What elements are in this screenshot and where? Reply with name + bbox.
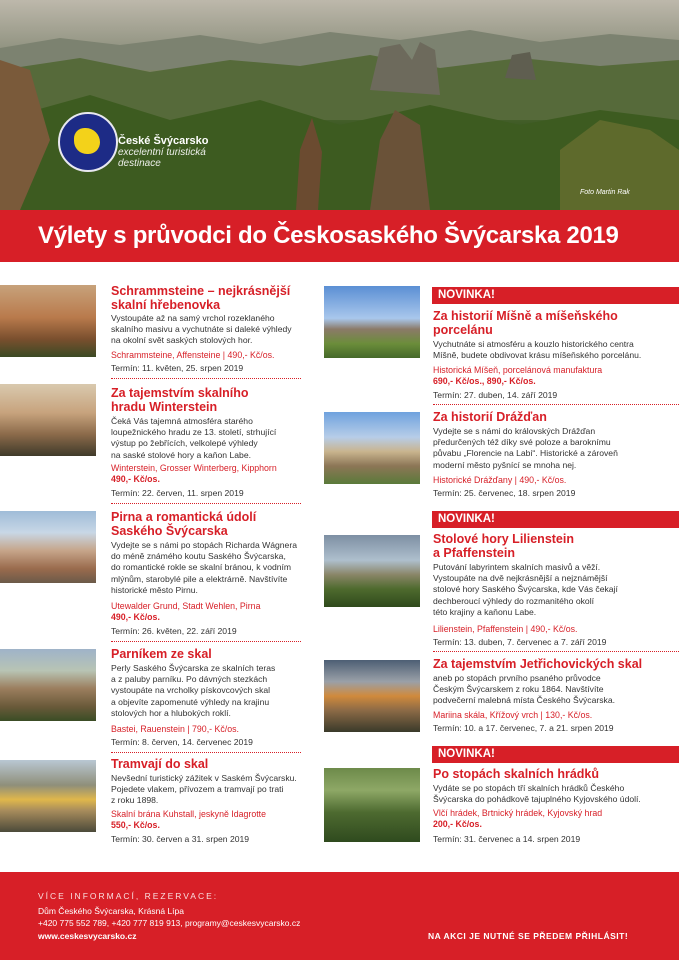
map-icon bbox=[74, 128, 100, 154]
trip-description: Vydejte se s námi po stopách Richarda Wágnera do méně známého koutu Saského Švýcarska, do romantické rokle se skalní bránou, k vodním mlýnům, starobylé pile a elektrárně. Navštívíte historické město Pirnu. bbox=[111, 540, 297, 595]
trip-title: Pirna a romantická údolí Saského Švýcarska bbox=[111, 510, 257, 538]
novinka-badge: NOVINKA! bbox=[432, 511, 679, 528]
trip-dates: Termín: 8. červen, 14. červenec 2019 bbox=[111, 737, 253, 747]
trip-dates: Termín: 26. květen, 22. září 2019 bbox=[111, 626, 237, 636]
footer-notice: NA AKCI JE NUTNÉ SE PŘEDEM PŘIHLÁSIT! bbox=[428, 931, 629, 941]
trip-photo-bastei bbox=[0, 649, 96, 721]
trip-location-price: Lilienstein, Pfaffenstein | 490,- Kč/os. bbox=[433, 624, 578, 634]
trip-description: Vydejte se s námi do královských Drážďan předurčených též díky své poloze a baroknímu půvabu „Florencie na Labi“. Historické a zároveň moderní město pyšnící se mnoha nej. bbox=[433, 426, 618, 470]
trip-dates: Termín: 22. červen, 11. srpen 2019 bbox=[111, 488, 244, 498]
trip-title: Za tajemstvím Jetřichovických skal bbox=[433, 657, 643, 671]
separator bbox=[433, 651, 679, 652]
trip-description: Putování labyrintem skalních masivů a věží. Vystoupáte na dvě nejkrásnější a nejznámější stolové hory Saského Švýcarska, kde Vás čekají dechberoucí výhledy do rozmanitého okolí této krajiny a kaňonu Labe. bbox=[433, 562, 618, 617]
separator bbox=[111, 641, 301, 642]
trip-photo-jetrichovice bbox=[324, 660, 420, 732]
trip-location-price: Mariina skála, Křížový vrch | 130,- Kč/os. bbox=[433, 710, 593, 720]
trip-photo-tram bbox=[0, 760, 96, 832]
page-title: Výlety s průvodci do Českosaského Švýcarska 2019 bbox=[38, 222, 619, 249]
trip-location: Skalní brána Kuhstall, jeskyně Idagrotte 550,- Kč/os. bbox=[111, 809, 267, 830]
trip-dates: Termín: 11. květen, 25. srpen 2019 bbox=[111, 363, 244, 373]
trip-description: Perly Saského Švýcarska ze skalních teras a z paluby parníku. Po dávných stezkách vystoupáte na vrcholky pískovcových skal a objevíte zapomenuté výhledy na krajinu stolových hor a hlubokých roklí. bbox=[111, 663, 276, 718]
trip-description: Vystoupáte až na samý vrchol rozeklaného skalního masivu a vychutnáte si daleké výhledy na okolní svět saských stolových hor. bbox=[111, 313, 292, 346]
footer bbox=[0, 872, 679, 960]
trip-dates: Termín: 13. duben, 7. červenec a 7. září 2019 bbox=[433, 637, 607, 647]
separator bbox=[111, 503, 301, 504]
trip-location-price: Bastei, Rauenstein | 790,- Kč/os. bbox=[111, 724, 239, 734]
title-bar bbox=[0, 210, 679, 262]
trip-title: Parníkem ze skal bbox=[111, 647, 212, 661]
photo-credit: Foto Martin Rak bbox=[580, 189, 630, 196]
trip-description: Vychutnáte si atmosféru a kouzlo historického centra Míšně, budete obdivovat krásu míšeňského porcelánu. bbox=[433, 339, 642, 361]
novinka-badge: NOVINKA! bbox=[432, 287, 679, 304]
trip-location-price: Schrammsteine, Affensteine | 490,- Kč/os. bbox=[111, 350, 275, 360]
trip-photo-pirna bbox=[0, 511, 96, 583]
trip-photo-hradky bbox=[324, 768, 420, 842]
trip-title: Stolové hory Lilienstein a Pfaffenstein bbox=[433, 532, 574, 560]
trip-location: Utewalder Grund, Stadt Wehlen, Pirna 490,- Kč/os. bbox=[111, 601, 261, 622]
trip-location: Winterstein, Grosser Winterberg, Kipphorn 490,- Kč/os. bbox=[111, 463, 277, 484]
trip-title: Schrammsteine – nejkrásnější skalní hřebenovka bbox=[111, 284, 291, 312]
trip-dates: Termín: 30. červen a 31. srpen 2019 bbox=[111, 834, 250, 844]
novinka-badge: NOVINKA! bbox=[432, 746, 679, 763]
footer-address: Dům Českého Švýcarska, Krásná Lípa bbox=[38, 906, 184, 916]
footer-heading: VÍCE INFORMACÍ, REZERVACE: bbox=[38, 891, 219, 901]
logo-text bbox=[118, 136, 209, 169]
trip-title: Za tajemstvím skalního hradu Winterstein bbox=[111, 386, 249, 414]
trip-photo-meissen bbox=[324, 286, 420, 358]
separator bbox=[433, 404, 679, 405]
trip-title: Tramvají do skal bbox=[111, 757, 209, 771]
separator bbox=[111, 378, 301, 379]
trip-photo-dresden bbox=[324, 412, 420, 484]
trip-location: Historická Míšeň, porcelánová manufaktura 690,- Kč/os., 890,- Kč/os. bbox=[433, 365, 603, 386]
trip-location: Vlčí hrádek, Brtnický hrádek, Kyjovský hrad 200,- Kč/os. bbox=[433, 808, 603, 829]
separator bbox=[111, 752, 301, 753]
logo-subtitle-2: destinace bbox=[118, 158, 161, 169]
trip-location-price: Historické Drážďany | 490,- Kč/os. bbox=[433, 475, 567, 485]
trip-title: Za historií Míšně a míšeňského porcelánu bbox=[433, 309, 618, 337]
logo-title: České Švýcarsko bbox=[118, 135, 209, 147]
trip-dates: Termín: 31. červenec a 14. srpen 2019 bbox=[433, 834, 581, 844]
footer-website-link[interactable]: www.ceskesvycarsko.cz bbox=[38, 931, 137, 941]
trip-description: Nevšední turistický zážitek v Saském Švýcarsku. Pojedete vlakem, přívozem a tramvají po trati z roku 1898. bbox=[111, 773, 297, 806]
trip-description: Čeká Vás tajemná atmosféra starého loupežnického hradu ze 13. století, strhující výstup po žebřících, velkolepé výhledy na saské stolové hory a kaňon Labe. bbox=[111, 416, 277, 460]
trip-dates: Termín: 10. a 17. červenec, 7. a 21. srpen 2019 bbox=[433, 723, 614, 733]
trip-description: aneb po stopách prvního psaného průvodce Českým Švýcarskem z roku 1864. Navštívíte podvečerní malebná místa Českého Švýcarska. bbox=[433, 673, 615, 706]
hero-photo bbox=[0, 0, 679, 210]
logo-badge bbox=[58, 112, 118, 172]
trip-dates: Termín: 25. červenec, 18. srpen 2019 bbox=[433, 488, 576, 498]
footer-contacts: +420 775 552 789, +420 777 819 913, programy@ceskesvycarsko.cz bbox=[38, 918, 301, 928]
trip-photo-schrammsteine bbox=[0, 285, 96, 357]
trip-photo-winterstein bbox=[0, 384, 96, 456]
trip-title: Za historií Drážďan bbox=[433, 410, 547, 424]
trip-photo-lilienstein bbox=[324, 535, 420, 607]
logo-subtitle: excelentní turistická bbox=[118, 147, 206, 158]
trip-title: Po stopách skalních hrádků bbox=[433, 767, 600, 781]
trip-dates: Termín: 27. duben, 14. září 2019 bbox=[433, 390, 558, 400]
trip-description: Vydáte se po stopách tří skalních hrádků Českého Švýcarska do pohádkově tajuplného Kyjovského údolí. bbox=[433, 783, 641, 805]
